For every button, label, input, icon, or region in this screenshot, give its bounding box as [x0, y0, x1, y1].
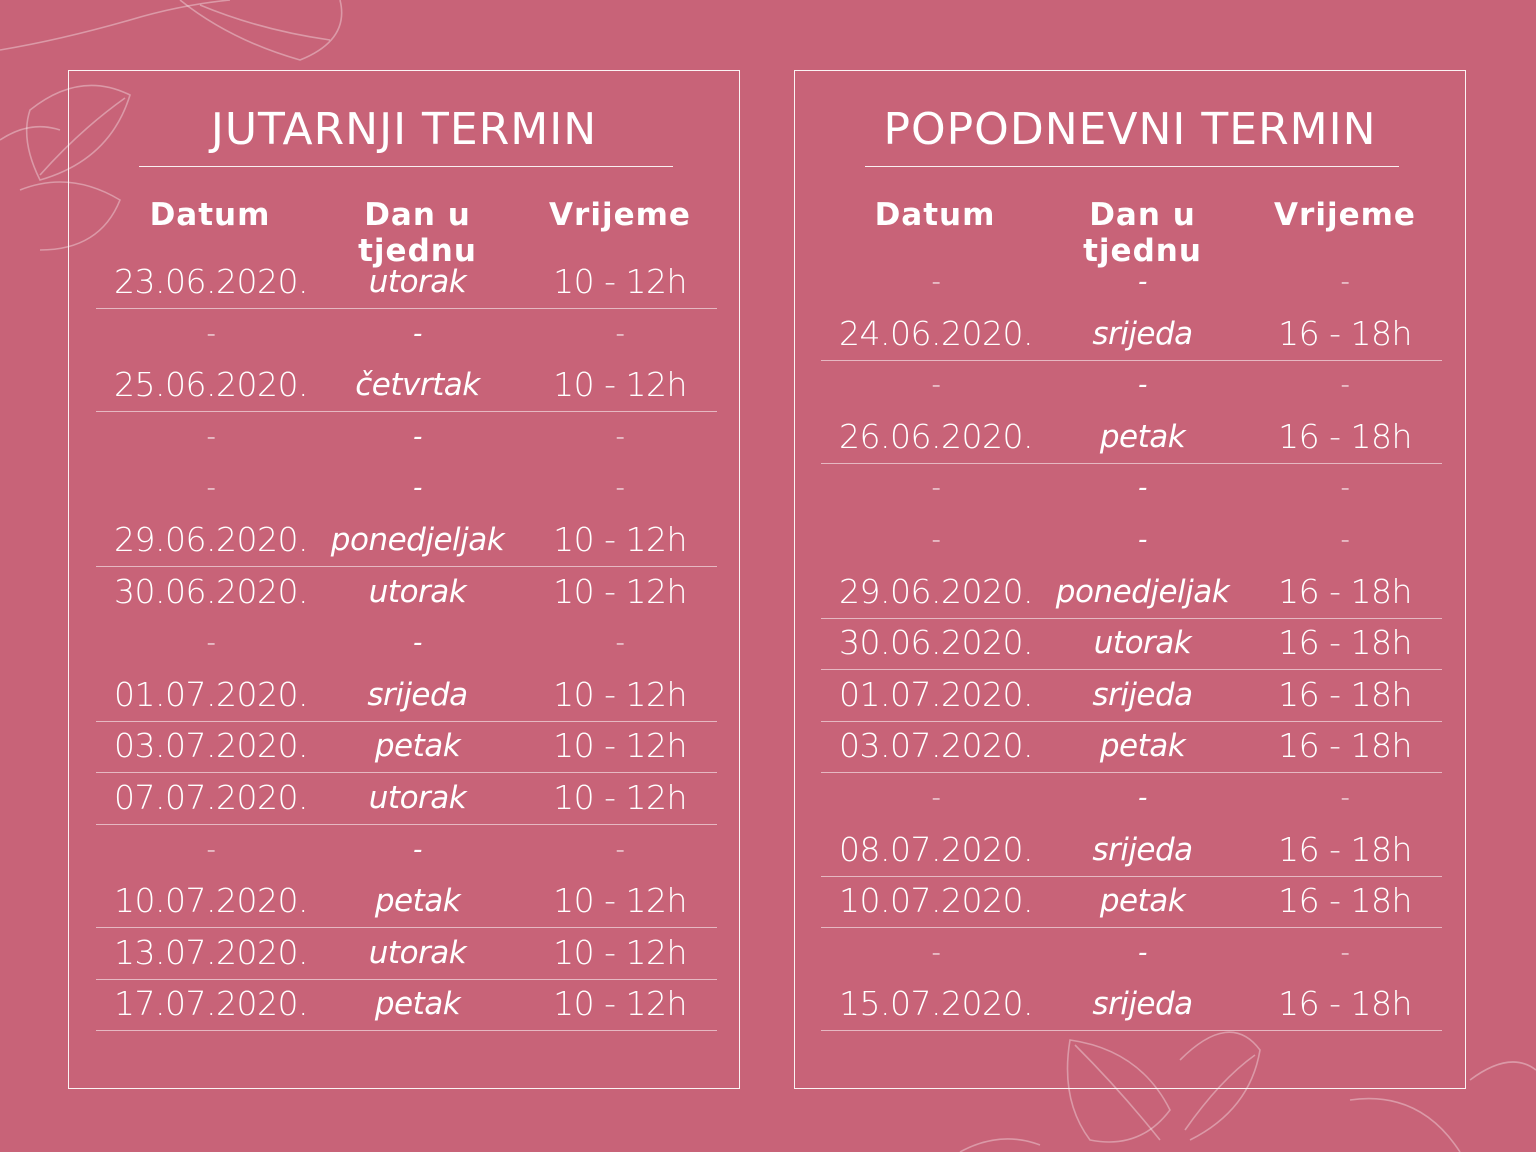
- cell-day: utorak: [368, 264, 467, 300]
- cell-day: petak: [1099, 883, 1186, 920]
- cell-day: petak: [1099, 418, 1186, 455]
- row-divider: [821, 618, 1442, 619]
- cell-time: 10 - 12h: [553, 674, 687, 714]
- cell-time: -: [1340, 525, 1350, 555]
- cell-day: -: [413, 834, 422, 865]
- cell-date: -: [931, 937, 941, 968]
- cell-date: -: [206, 628, 216, 659]
- cell-date: -: [206, 318, 216, 349]
- cell-day: petak: [374, 883, 461, 920]
- cell-date: 30.06.2020.: [839, 623, 1033, 663]
- cell-day: srijeda: [1092, 676, 1193, 713]
- row-divider: [821, 360, 1442, 361]
- cell-day: srijeda: [1092, 986, 1193, 1023]
- cell-day: petak: [374, 986, 461, 1023]
- cell-date: -: [931, 783, 941, 813]
- row-divider: [821, 669, 1442, 670]
- cell-date: 08.07.2020.: [839, 829, 1033, 869]
- cell-date: -: [206, 421, 216, 452]
- cell-day: ponedjeljak: [1055, 573, 1230, 610]
- cell-time: 16 - 18h: [1278, 674, 1412, 714]
- cell-day: -: [1138, 370, 1147, 401]
- row-divider: [821, 1030, 1442, 1031]
- cell-time: 10 - 12h: [553, 932, 687, 972]
- cell-time: 10 - 12h: [553, 520, 687, 559]
- cell-time: -: [1340, 370, 1350, 401]
- cell-time: 10 - 12h: [553, 984, 687, 1024]
- cell-day: četvrtak: [355, 367, 480, 404]
- afternoon-title: POPODNEVNI TERMIN: [883, 104, 1377, 155]
- row-divider: [96, 721, 717, 722]
- afternoon-title-rule: [865, 166, 1399, 167]
- cell-date: 07.07.2020.: [114, 778, 308, 817]
- morning-header-time: Vrijeme: [549, 197, 691, 233]
- cell-day: -: [1138, 783, 1147, 813]
- cell-time: -: [615, 628, 625, 659]
- cell-day: srijeda: [1092, 315, 1193, 352]
- cell-day: ponedjeljak: [330, 522, 505, 558]
- cell-date: -: [931, 525, 941, 555]
- cell-date: -: [931, 370, 941, 401]
- afternoon-header-day: Dan u tjednu: [1083, 197, 1202, 269]
- cell-day: -: [1138, 473, 1147, 504]
- cell-time: 16 - 18h: [1278, 726, 1412, 766]
- cell-date: 25.06.2020.: [114, 365, 308, 405]
- cell-time: 10 - 12h: [553, 365, 687, 405]
- cell-date: 17.07.2020.: [114, 984, 308, 1024]
- cell-date: 29.06.2020.: [114, 520, 308, 559]
- morning-title-rule: [139, 166, 673, 167]
- cell-date: 26.06.2020.: [839, 416, 1033, 456]
- afternoon-header-time: Vrijeme: [1274, 197, 1416, 233]
- cell-date: 10.07.2020.: [839, 881, 1033, 921]
- cell-time: 16 - 18h: [1278, 881, 1412, 921]
- cell-date: -: [206, 473, 216, 504]
- cell-date: 10.07.2020.: [114, 881, 308, 921]
- row-divider: [96, 1030, 717, 1031]
- cell-time: -: [1340, 937, 1350, 968]
- cell-day: utorak: [368, 780, 467, 816]
- cell-time: -: [615, 318, 625, 349]
- cell-time: 16 - 18h: [1278, 623, 1412, 663]
- cell-time: -: [615, 473, 625, 504]
- row-divider: [821, 772, 1442, 773]
- cell-day: -: [1138, 267, 1147, 297]
- morning-header-date: Datum: [149, 197, 271, 233]
- cell-day: -: [413, 318, 422, 349]
- cell-time: 16 - 18h: [1278, 984, 1412, 1024]
- cell-date: 01.07.2020.: [839, 674, 1033, 714]
- cell-day: petak: [1099, 728, 1186, 765]
- cell-time: 16 - 18h: [1278, 571, 1412, 611]
- row-divider: [96, 824, 717, 825]
- cell-date: 24.06.2020.: [839, 313, 1033, 353]
- row-divider: [821, 721, 1442, 722]
- cell-date: 15.07.2020.: [839, 984, 1033, 1024]
- row-divider: [821, 463, 1442, 464]
- cell-date: 03.07.2020.: [114, 726, 308, 766]
- cell-day: -: [1138, 937, 1147, 968]
- cell-date: 01.07.2020.: [114, 674, 308, 714]
- row-divider: [821, 876, 1442, 877]
- row-divider: [821, 927, 1442, 928]
- cell-date: 03.07.2020.: [839, 726, 1033, 766]
- cell-day: -: [413, 421, 422, 452]
- cell-day: utorak: [1093, 625, 1192, 662]
- row-divider: [96, 979, 717, 980]
- cell-day: srijeda: [367, 676, 468, 713]
- morning-header-day: Dan u tjednu: [358, 197, 477, 269]
- row-divider: [96, 411, 717, 412]
- morning-title: JUTARNJI TERMIN: [210, 104, 598, 155]
- cell-day: petak: [374, 728, 461, 765]
- cell-time: 10 - 12h: [553, 726, 687, 766]
- cell-time: -: [615, 834, 625, 865]
- cell-date: 29.06.2020.: [839, 571, 1033, 611]
- cell-date: -: [206, 834, 216, 865]
- cell-day: -: [413, 473, 422, 504]
- cell-date: 13.07.2020.: [114, 932, 308, 972]
- row-divider: [96, 927, 717, 928]
- cell-time: 10 - 12h: [553, 881, 687, 921]
- row-divider: [96, 772, 717, 773]
- cell-date: 30.06.2020.: [114, 571, 308, 611]
- cell-day: utorak: [368, 934, 467, 971]
- cell-day: srijeda: [1092, 831, 1193, 868]
- cell-time: -: [615, 421, 625, 452]
- cell-time: -: [1340, 783, 1350, 813]
- cell-time: -: [1340, 267, 1350, 297]
- row-divider: [96, 566, 717, 567]
- cell-day: -: [413, 628, 422, 659]
- afternoon-header-date: Datum: [874, 197, 996, 233]
- cell-time: 16 - 18h: [1278, 313, 1412, 353]
- cell-time: 16 - 18h: [1278, 416, 1412, 456]
- cell-time: 10 - 12h: [553, 778, 687, 817]
- cell-date: 23.06.2020.: [114, 262, 308, 301]
- cell-time: -: [1340, 473, 1350, 504]
- cell-date: -: [931, 473, 941, 504]
- cell-time: 16 - 18h: [1278, 829, 1412, 869]
- row-divider: [96, 308, 717, 309]
- cell-time: 10 - 12h: [553, 571, 687, 611]
- cell-day: utorak: [368, 573, 467, 610]
- cell-time: 10 - 12h: [553, 262, 687, 301]
- cell-date: -: [931, 267, 941, 297]
- cell-day: -: [1138, 525, 1147, 555]
